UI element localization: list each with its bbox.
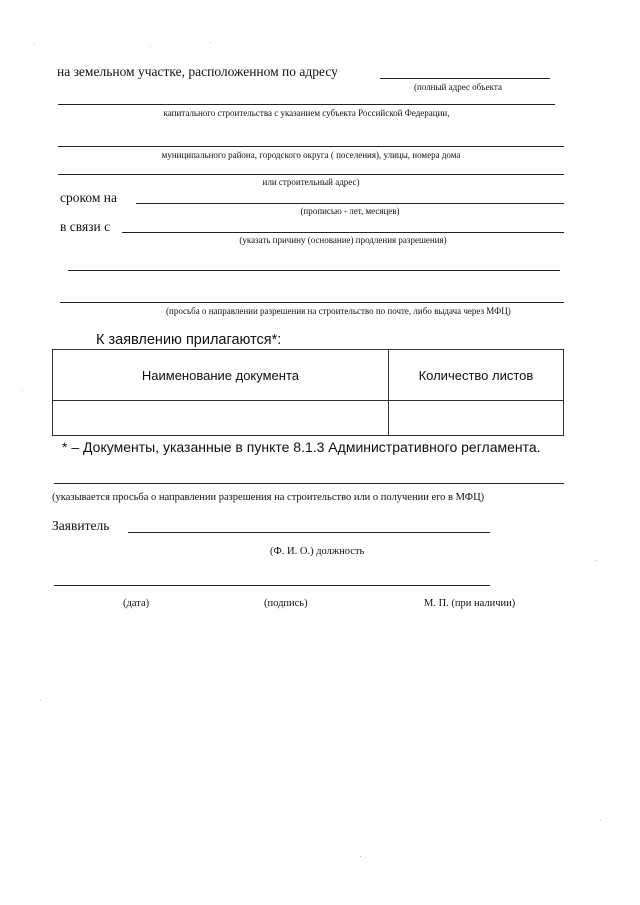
delivery-input-line[interactable] [60, 302, 564, 303]
address-hint-1: (полный адрес объекта [414, 82, 502, 92]
date-hint: (дата) [123, 598, 150, 609]
stamp-hint: М. П. (при наличии) [424, 598, 516, 609]
col-document-name: Наименование документа [53, 350, 389, 401]
address-label: на земельном участке, расположенном по адресу [57, 64, 338, 79]
table-header-row [53, 350, 564, 401]
signature-hint: (подпись) [264, 598, 308, 609]
col-sheet-count: Количество листов [388, 350, 563, 401]
reason-input-line[interactable] [122, 232, 564, 233]
address-input-line[interactable] [380, 78, 550, 79]
table-row [53, 401, 564, 436]
applicant-label: Заявитель [52, 518, 110, 533]
address-input-line[interactable] [58, 146, 564, 147]
fio-hint: (Ф. И. О.) должность [270, 546, 365, 557]
applicant-input-line[interactable] [128, 532, 490, 533]
reason-hint: (указать причину (основание) продления разрешения) [239, 235, 447, 245]
sheet-count-cell[interactable] [388, 401, 563, 436]
scan-noise [210, 42, 211, 43]
scan-noise [40, 700, 41, 701]
scan-noise [22, 390, 23, 391]
delivery-hint: (просьба о направлении разрешения на строительство по почте, либо выдача через МФЦ) [166, 306, 511, 316]
scan-noise [596, 560, 597, 561]
scan-noise [600, 820, 601, 821]
term-input-line[interactable] [136, 203, 564, 204]
term-hint: (прописью - лет, месяцев) [300, 206, 400, 216]
signature-input-line[interactable] [54, 585, 490, 586]
attachments-title: К заявлению прилагаются*: [96, 332, 282, 348]
scan-noise [34, 44, 35, 45]
scan-noise [360, 856, 361, 857]
term-label: сроком на [60, 190, 117, 205]
address-hint-3: муниципального района, городского округа ( поселения), улицы, номера дома [161, 150, 461, 160]
document-name-cell[interactable] [53, 401, 389, 436]
reason-input-line[interactable] [68, 270, 560, 271]
request-hint: (указывается просьба о направлении разрешения на строительство или о получении его в МФЦ) [52, 492, 485, 503]
address-hint-4: или строительный адрес) [262, 177, 360, 187]
reason-label: в связи с [60, 219, 111, 234]
address-input-line[interactable] [58, 104, 555, 105]
footnote: * – Документы, указанные в пункте 8.1.3 Административного регламента. [62, 439, 541, 455]
scan-noise [150, 46, 151, 47]
address-hint-2: капитального строительства с указанием субъекта Российской Федерации, [163, 108, 450, 118]
attachments-table [52, 349, 564, 436]
request-input-line[interactable] [54, 483, 564, 484]
address-input-line[interactable] [58, 174, 564, 175]
